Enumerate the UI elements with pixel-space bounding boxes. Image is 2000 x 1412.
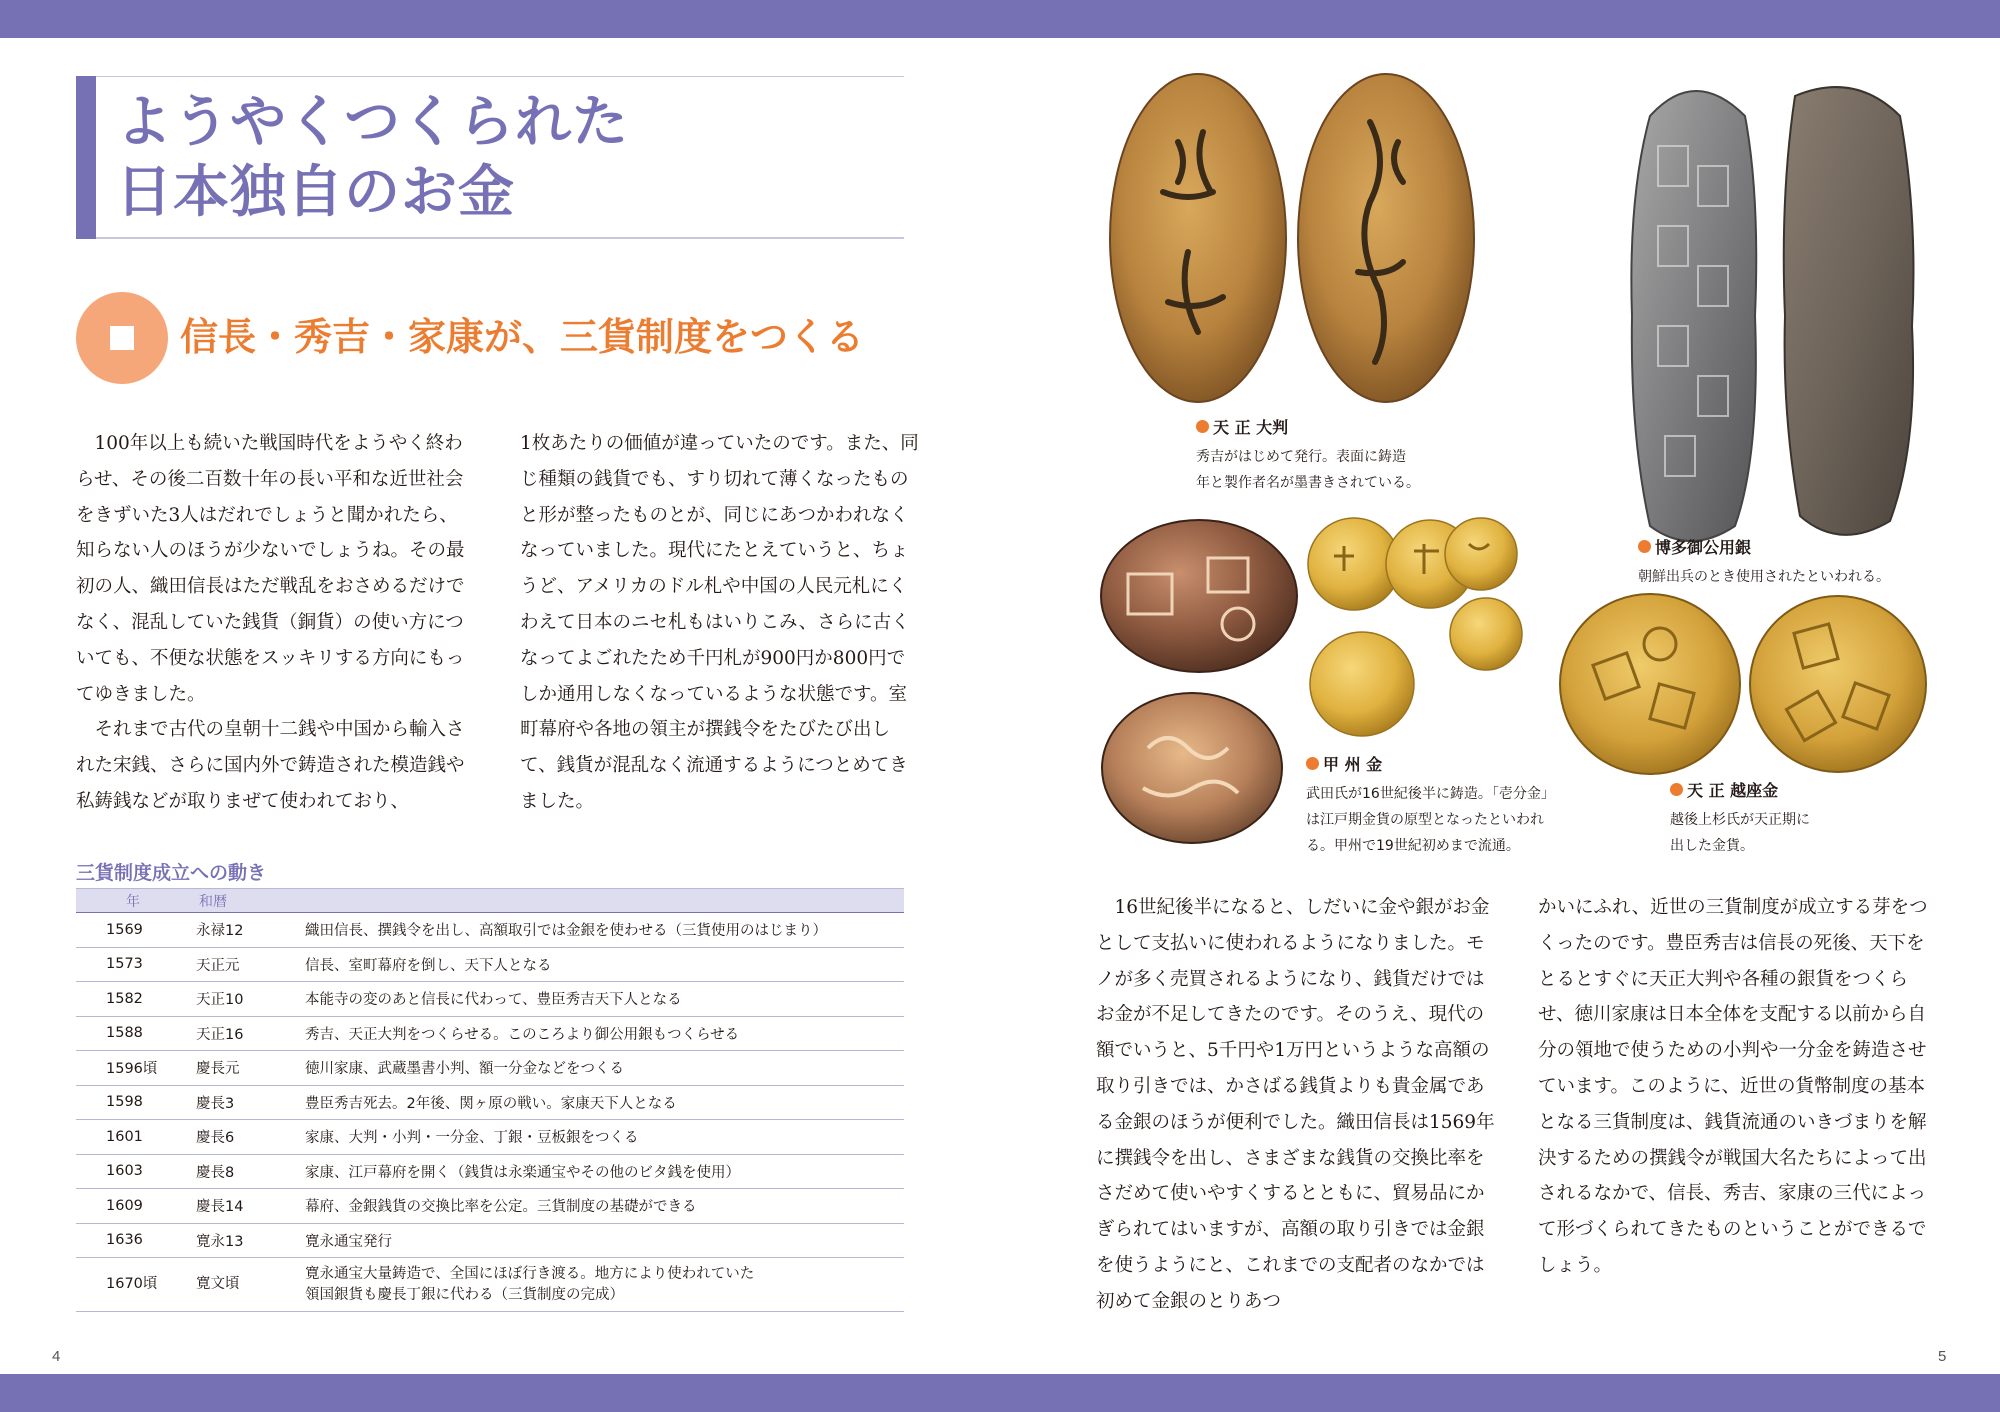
- table-row: [76, 913, 904, 948]
- caption-text: 朝鮮出兵のとき使用されたといわれる。: [1638, 569, 1890, 585]
- bullet-dot-icon: [1638, 540, 1651, 553]
- cell-event: [299, 1258, 904, 1312]
- caption-koshu-kin: [1306, 752, 1555, 859]
- koshu-bronze-coin-image-1: [1098, 516, 1300, 676]
- cell-year: 1569: [76, 913, 189, 948]
- hakata-silver-coin-image: [1620, 76, 1920, 546]
- cell-year: 1582: [76, 982, 189, 1017]
- cell-year: 1596頃: [76, 1051, 189, 1086]
- cell-event: 家康、江戸幕府を開く（銭貨は永楽通宝やその他のビタ銭を使用）: [299, 1154, 904, 1189]
- table-row: [76, 1016, 904, 1051]
- cell-year: 1588: [76, 1016, 189, 1051]
- table-row: [76, 982, 904, 1017]
- caption-title: 天 正 越座金: [1687, 781, 1779, 800]
- cell-event: 秀吉、天正大判をつくらせる。このころより御公用銀もつくらせる: [299, 1016, 904, 1051]
- cell-event-line1: 寛永通宝大量鋳造で、全国にほぼ行き渡る。地方により使われていた: [305, 1265, 755, 1282]
- tensho-oban-coin-image: [1108, 72, 1478, 410]
- cell-year: 1601: [76, 1120, 189, 1155]
- cell-event: 信長、室町幕府を倒し、天下人となる: [299, 947, 904, 982]
- cell-era: 寛文頃: [189, 1258, 299, 1312]
- bottom-band: [0, 1374, 2000, 1412]
- cell-era: 天正16: [189, 1016, 299, 1051]
- table-row: [76, 1223, 904, 1258]
- cell-era: 永禄12: [189, 913, 299, 948]
- caption-title: 博多御公用銀: [1655, 538, 1752, 557]
- cell-year: 1603: [76, 1154, 189, 1189]
- table-row: [76, 1120, 904, 1155]
- caption-hakata-silver: [1638, 535, 1890, 590]
- paragraph: 100年以上も続いた戦国時代をようやく終わらせ、その後二百数十年の長い平和な近世社会をきずいた3人はだれでしょうと聞かれたら、知らない人のほうが少ないでしょうね。その最初の人、織田信長はただ戦乱をおさめるだけでなく、混乱していた銭貨（銅貨）の使い方についても、不便な状態をスッキリする方向にもってゆきました。: [76, 433, 465, 705]
- page-title-line1: ようやくつくられた: [116, 90, 629, 155]
- table-row: [76, 1154, 904, 1189]
- table-header-row: [76, 889, 904, 913]
- caption-text: 秀吉がはじめて発行。表面に鋳造: [1196, 449, 1406, 465]
- page-title: [116, 88, 629, 228]
- caption-text: は江戸期金貨の原型となったといわれ: [1306, 812, 1544, 828]
- table-row: [76, 1189, 904, 1224]
- cell-era: 慶長8: [189, 1154, 299, 1189]
- page-number-left: 4: [52, 1348, 61, 1365]
- right-column-2: [1538, 890, 1938, 1284]
- koshu-gold-lump-image: [1098, 688, 1286, 846]
- caption-title: 甲 州 金: [1323, 755, 1383, 774]
- page-number-right: 5: [1938, 1348, 1947, 1365]
- caption-text: る。甲州で19世紀初めまで流通。: [1306, 838, 1520, 854]
- caption-text: 年と製作者名が墨書きされている。: [1196, 475, 1420, 491]
- paragraph: 16世紀後半になると、しだいに金や銀がお金として支払いに使われるようになりました。モノが多く売買されるようになり、銭貨だけではお金が不足してきたのです。そのうえ、現代の額でいうと、5千円や1万円というような高額の取り引きでは、かさばる銭貨よりも貴金属である金銀のほうが便利でした。織田信長は1569年に撰銭令を出し、さまざまな銭貨の交換比率をさだめて使いやすくするとともに、貿易品にかぎられてはいますが、高額の取り引きでは金銀を使うようにと、これまでの支配者のなかでは初めて金銀のとりあつ: [1096, 897, 1495, 1312]
- table-row: [76, 947, 904, 982]
- cell-event: 織田信長、撰銭令を出し、高額取引では金銀を使わせる（三貨使用のはじまり）: [299, 913, 904, 948]
- cell-era: 慶長6: [189, 1120, 299, 1155]
- header-event: [299, 889, 904, 913]
- section-title: 信長・秀吉・家康が、三貨制度をつくる: [180, 315, 865, 359]
- table-row: [76, 1051, 904, 1086]
- caption-text: 越後上杉氏が天正期に: [1670, 812, 1810, 828]
- paragraph: それまで古代の皇朝十二銭や中国から輸入された宋銭、さらに国内外で鋳造された模造銭や私鋳銭などが取りまぜて使われており、: [76, 719, 465, 812]
- cell-year: 1670頃: [76, 1258, 189, 1312]
- cell-era: 慶長元: [189, 1051, 299, 1086]
- cell-year: 1573: [76, 947, 189, 982]
- table-row: [76, 1258, 904, 1312]
- cell-event: 豊臣秀吉死去。2年後、関ヶ原の戦い。家康天下人となる: [299, 1085, 904, 1120]
- cell-era: 天正10: [189, 982, 299, 1017]
- timeline-title: 三貨制度成立への動き: [76, 862, 267, 884]
- echigo-gold-coin-image: [1558, 588, 1930, 778]
- bullet-dot-icon: [1306, 757, 1319, 770]
- section-square-icon: [110, 326, 134, 350]
- title-rule-top: [96, 76, 904, 77]
- caption-tensho-oban: [1196, 415, 1420, 496]
- header-era: 和暦: [189, 889, 299, 913]
- table-row: [76, 1085, 904, 1120]
- bullet-dot-icon: [1670, 783, 1683, 796]
- cell-era: 慶長3: [189, 1085, 299, 1120]
- cell-year: 1636: [76, 1223, 189, 1258]
- cell-era: 寛永13: [189, 1223, 299, 1258]
- koshu-gold-coins-image: [1304, 516, 1524, 750]
- timeline-table: [76, 888, 904, 1312]
- right-column-1: [1096, 890, 1496, 1320]
- title-rule: [96, 237, 904, 239]
- caption-echigo-kin: [1670, 778, 1810, 859]
- caption-text: 出した金貨。: [1670, 838, 1754, 854]
- page-title-line2: 日本独自のお金: [116, 160, 515, 225]
- cell-era: 天正元: [189, 947, 299, 982]
- left-column-1: [76, 426, 476, 820]
- top-band: [0, 0, 2000, 38]
- caption-text: 武田氏が16世紀後半に鋳造。「壱分金」: [1306, 786, 1555, 802]
- cell-year: 1598: [76, 1085, 189, 1120]
- cell-event: 幕府、金銀銭貨の交換比率を公定。三貨制度の基礎ができる: [299, 1189, 904, 1224]
- header-year: 年: [76, 889, 189, 913]
- paragraph: 1枚あたりの価値が違っていたのです。また、同じ種類の銭貨でも、すり切れて薄くなったものと形が整ったものとが、同じにあつかわれなくなっていました。現代にたとえていうと、ちょうど、アメリカのドル札や中国の人民元札にくわえて日本のニセ札もはいりこみ、さらに古くなってよごれたため千円札が900円か800円でしか通用しなくなっているような状態です。室町幕府や各地の領主が撰銭令をたびたび出して、銭貨が混乱なく流通するようにつとめてきました。: [520, 433, 919, 812]
- left-column-2: [520, 426, 920, 820]
- cell-event: 本能寺の変のあと信長に代わって、豊臣秀吉天下人となる: [299, 982, 904, 1017]
- caption-title: 天 正 大判: [1213, 418, 1289, 437]
- cell-era: 慶長14: [189, 1189, 299, 1224]
- cell-event-line2: 領国銀貨も慶長丁銀に代わる（三貨制度の完成）: [305, 1286, 624, 1303]
- cell-event: 徳川家康、武蔵墨書小判、額一分金などをつくる: [299, 1051, 904, 1086]
- bullet-dot-icon: [1196, 420, 1209, 433]
- title-accent-bar: [76, 76, 96, 239]
- cell-event: 家康、大判・小判・一分金、丁銀・豆板銀をつくる: [299, 1120, 904, 1155]
- cell-year: 1609: [76, 1189, 189, 1224]
- cell-event: 寛永通宝発行: [299, 1223, 904, 1258]
- paragraph: かいにふれ、近世の三貨制度が成立する芽をつくったのです。豊臣秀吉は信長の死後、天下をとるとすぐに天正大判や各種の銀貨をつくらせ、徳川家康は日本全体を支配する以前から自分の領地で使うための小判や一分金を鋳造させています。このように、近世の貨幣制度の基本となる三貨制度は、銭貨流通のいきづまりを解決するための撰銭令が戦国大名たちによって出されるなかで、信長、秀吉、家康の三代によって形づくられてきたものということができるでしょう。: [1538, 897, 1928, 1276]
